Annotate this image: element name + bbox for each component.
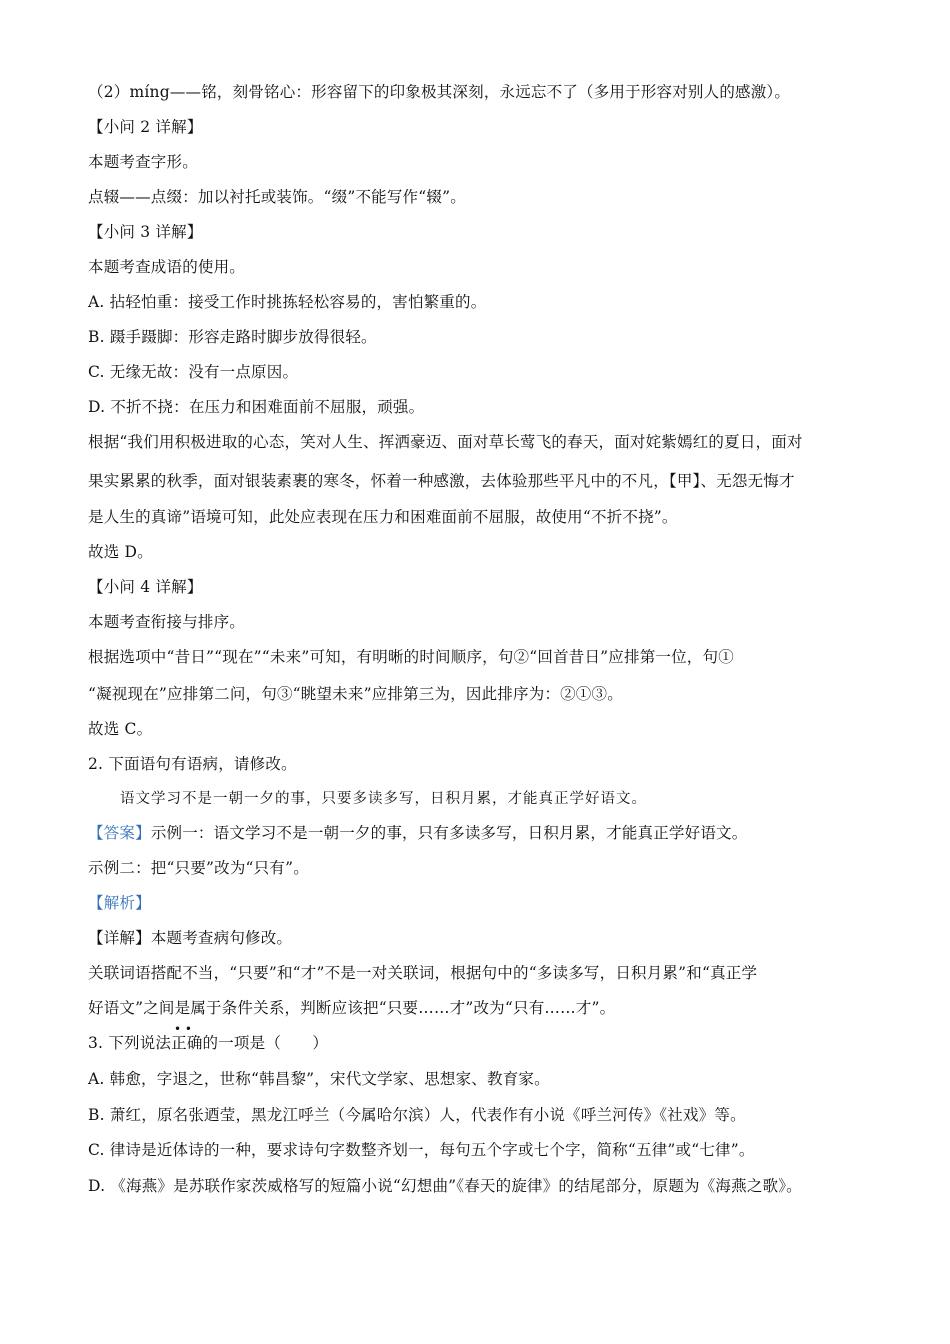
- text-line: 是人生的真谛”语境可知，此处应表现在压力和困难面前不屈服，故使用“不折不挠”。: [88, 508, 678, 526]
- question-2: 2. 下面语句有语病，请修改。: [88, 755, 297, 773]
- answer-tag: 【答案】: [88, 824, 151, 842]
- emphasis-dots: • •: [174, 1022, 192, 1036]
- detail-line: [88, 927, 292, 949]
- question-2-sentence: 语文学习不是一朝一夕的事，只要多读多写，日积月累，才能真正学好语文。: [120, 791, 647, 807]
- text-line: 关联词语搭配不当，“只要”和“才”不是一对关联词，根据句中的“多读多写，日积月累”和“真正学: [88, 964, 758, 982]
- text-line: “凝视现在”应排第二问，句③“眺望未来”应排第三为，因此排序为：②①③。: [88, 685, 623, 703]
- section-heading: 【小问 2 详解】: [88, 118, 203, 136]
- text-line: 好语文”之间是属于条件关系，判断应该把“只要……才”改为“只有……才”。: [88, 999, 616, 1017]
- text-line: 本题考查字形。: [88, 153, 198, 171]
- question-3: 3. 下列说法正确的一项是（ ）: [88, 1034, 329, 1052]
- text-line: 根据“我们用积极进取的心态，笑对人生、挥洒豪迈、面对草长莺飞的春天，面对姹紫嫣红的夏日，面对: [88, 433, 803, 451]
- text-line: 点辍——点缀：加以衬托或装饰。“缀”不能写作“辍”。: [88, 188, 466, 206]
- answer-line: [88, 822, 747, 844]
- text-line: 故选 C。: [88, 720, 153, 738]
- detail-text: 本题考查病句修改。: [150, 929, 293, 947]
- text-line: 故选 D。: [88, 543, 153, 561]
- option-d: D. 《海燕》是苏联作家茨威格写的短篇小说“幻想曲”《春天的旋律》的结尾部分，原题为《海燕之歌》。: [88, 1177, 802, 1195]
- option-c: C. 律诗是近体诗的一种，要求诗句字数整齐划一，每句五个字或七个字，简称“五律”或“七律”。: [88, 1141, 755, 1159]
- text-line: 本题考查衔接与排序。: [88, 613, 246, 631]
- answer-text: 示例一：语文学习不是一朝一夕的事，只有多读多写，日积月累，才能真正学好语文。: [150, 824, 748, 842]
- analysis-tag: 【解析】: [88, 894, 151, 912]
- option-c: C. 无缘无故：没有一点原因。: [88, 363, 299, 381]
- text-line: 果实累累的秋季，面对银装素裹的寒冬，怀着一种感激，去体验那些平凡中的不凡，【甲】、无怨无悔才: [88, 472, 795, 490]
- detail-tag: 【详解】: [88, 929, 151, 947]
- option-b: B. 蹑手蹑脚：形容走路时脚步放得很轻。: [88, 328, 377, 346]
- text-line: （2）míng——铭，刻骨铭心：形容留下的印象极其深刻，永远忘不了（多用于形容对别人的感激）。: [88, 83, 791, 101]
- text-line: 本题考查成语的使用。: [88, 258, 246, 276]
- option-d: D. 不折不挠：在压力和困难面前不屈服，顽强。: [88, 398, 425, 416]
- text-line: 示例二：把“只要”改为“只有”。: [88, 859, 309, 877]
- section-heading: 【小问 4 详解】: [88, 578, 203, 596]
- option-b: B. 萧红，原名张迺莹，黑龙江呼兰（今属哈尔滨）人，代表作有小说《呼兰河传》《社戏》等。: [88, 1106, 746, 1124]
- section-heading: 【小问 3 详解】: [88, 223, 203, 241]
- option-a: A. 韩愈，字退之，世称“韩昌黎”，宋代文学家、思想家、教育家。: [88, 1070, 550, 1088]
- option-a: A. 拈轻怕重：接受工作时挑拣轻松容易的，害怕繁重的。: [88, 293, 487, 311]
- text-line: 根据选项中“昔日”“现在”“未来”可知，有明晰的时间顺序，句②“回首昔日”应排第一位，句①: [88, 648, 734, 666]
